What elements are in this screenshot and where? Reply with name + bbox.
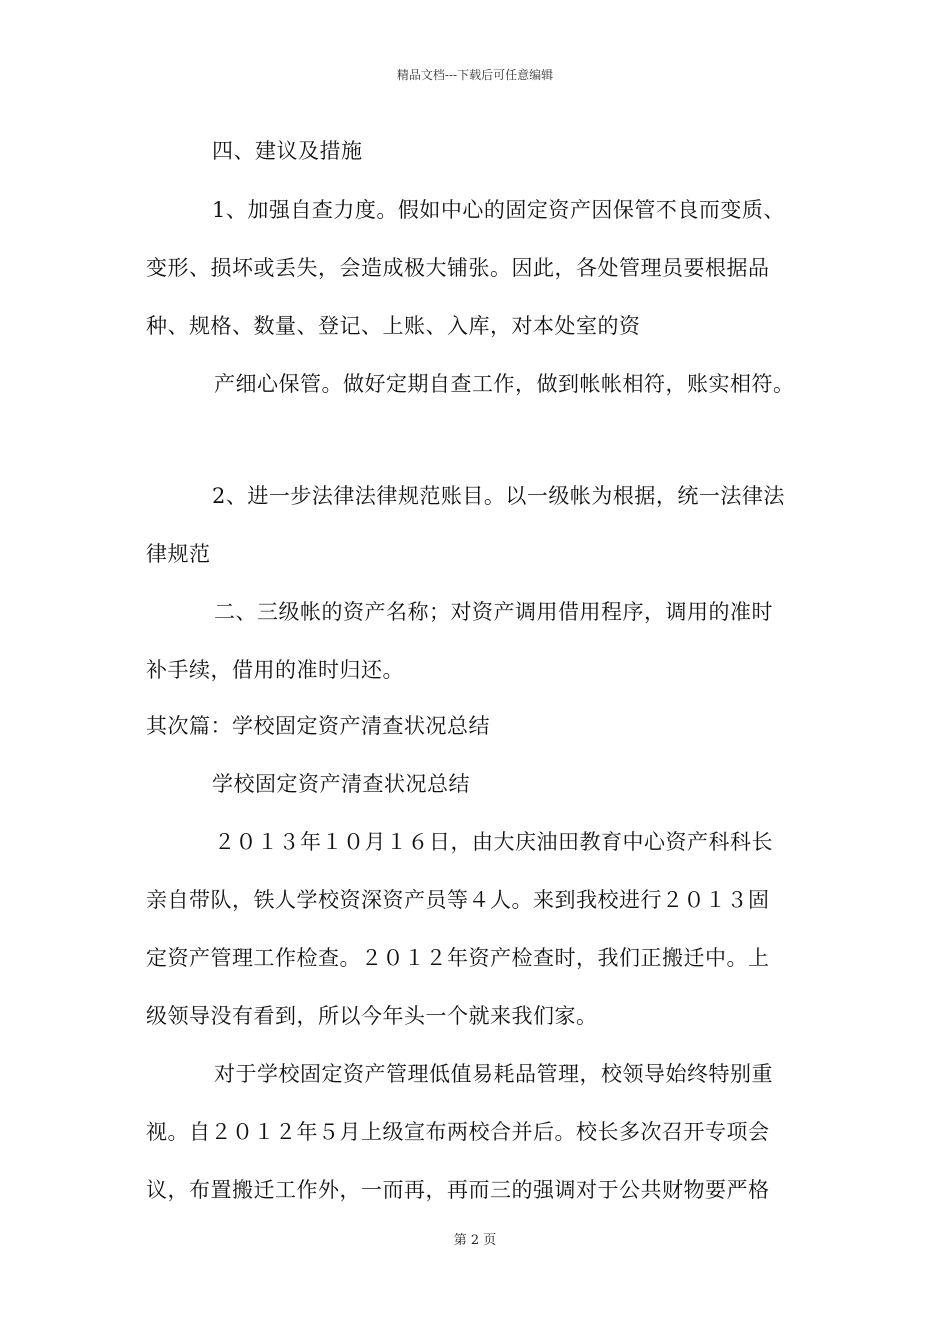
body-line: 亲自带队，铁人学校资深资产员等４人。来到我校进行２０１３固 <box>146 888 770 912</box>
page-header: 精品文档---下载后可任意编辑 <box>396 68 554 82</box>
body-line: 级领导没有看到，所以今年头一个就来我们家。 <box>146 1004 598 1028</box>
body-line: 定资产管理工作检查。２０１２年资产检查时，我们正搬迁中。上 <box>146 946 770 970</box>
body-line: 对于学校固定资产管理低值易耗品管理，校领导始终特别重 <box>214 1062 773 1086</box>
section-heading: 四、建议及措施 <box>212 139 363 163</box>
body-line: 变形、损坏或丢失，会造成极大铺张。因此，各处管理员要根据品 <box>146 256 770 280</box>
body-line: 律规范 <box>146 542 211 566</box>
page-number: 第 2 页 <box>453 1233 497 1248</box>
body-line: 种、规格、数量、登记、上账、入库，对本处室的资 <box>146 314 641 338</box>
body-line: 二、三级帐的资产名称；对资产调用借用程序，调用的准时 <box>214 600 773 624</box>
body-line: ２０１３年１０月１６日，由大庆油田教育中心资产科科长 <box>214 830 773 854</box>
body-line: 2、进一步法律法律规范账目。以一级帐为根据，统一法律法 <box>212 484 785 508</box>
article-subtitle: 学校固定资产清查状况总结 <box>212 772 470 796</box>
body-line: 产细心保管。做好定期自查工作，做到帐帐相符，账实相符。 <box>214 372 795 396</box>
body-line: 1、加强自查力度。假如中心的固定资产因保管不良而变质、 <box>212 198 785 222</box>
body-line: 议，布置搬迁工作外，一而再，再而三的强调对于公共财物要严格 <box>146 1178 770 1202</box>
body-line: 补手续，借用的准时归还。 <box>146 658 404 682</box>
body-line: 视。自２０１２年５月上级宣布两校合并后。校长多次召开专项会 <box>146 1120 770 1144</box>
article-title: 其次篇：学校固定资产清查状况总结 <box>146 714 490 738</box>
